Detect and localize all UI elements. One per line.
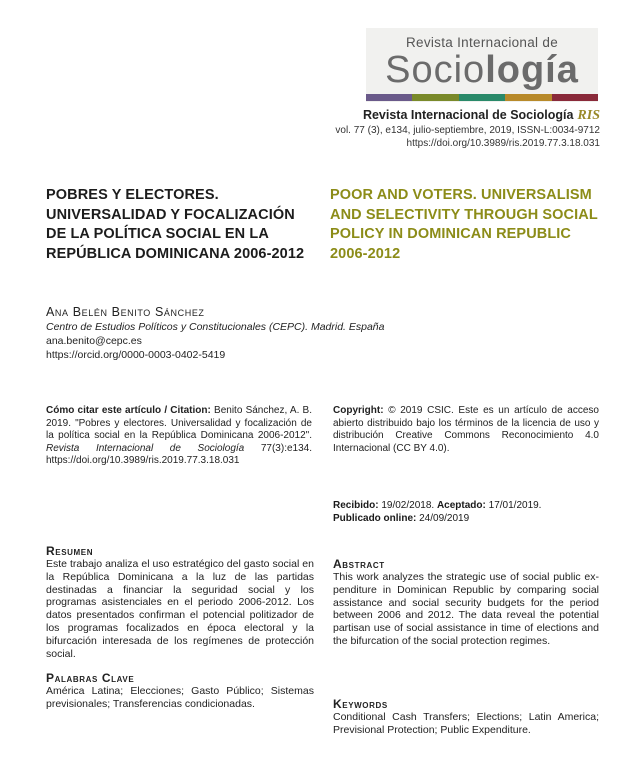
palabras-clave-text: América Latina; Elecciones; Gasto Público; Sistemas previsionales; Transferencias condicionadas. [46,685,314,710]
color-bar-segment [505,94,551,101]
accepted-date: 17/01/2019. [485,500,542,511]
abstract-heading: Abstract [333,557,385,571]
online-label: Publicado online: [333,512,417,524]
journal-logo [366,28,598,102]
volume-line: vol. 77 (3), e134, julio-septiembre, 2019, ISSN-L:0034-9712 [335,125,600,136]
resumen-heading: Resumen [46,544,94,558]
author-email[interactable]: ana.benito@cepc.es [46,335,142,347]
doi-link[interactable]: https://doi.org/10.3989/ris.2019.77.3.18.031 [406,138,600,149]
title-spanish: POBRES Y ELECTORES. UNIVERSALIDAD Y FOCALIZACIÓN DE LA POLÍTICA SOCIAL EN LA REPÚBLICA DOMINICANA 2006-2012 [46,187,305,262]
citation-block [46,405,312,468]
copyright-block [333,405,599,455]
keywords-text: Conditional Cash Transfers; Elections; Latin America; Previsional Protection; Public Expenditure. [333,711,599,736]
citation-text: Benito Sánchez, A. B. 2019. "Pobres y electores. Universalidad y focalización de la política social en la República Dominicana 2006-2012". [46,405,312,442]
resumen-text: Este trabajo analiza el uso estratégico del gasto social en la República Dominicana a la luz de las partidas destinadas a financiar la seguridad social y los programas asistenciales en el periodo 2006-2012. Los datos presentados confirman el potencial politizador de los programas focalizados en época electoral y la bifurcación interesada de los regímenes de protección social. [46,558,314,660]
logo-top-text: Revista Internacional de [405,35,559,50]
author-affiliation: Centro de Estudios Políticos y Constitucionales (CEPC). Madrid. España [46,321,385,333]
logo-wordmark [366,48,598,92]
keywords-heading: Keywords [333,697,388,711]
palabras-clave-heading: Palabras Clave [46,671,135,685]
color-bar-segment [412,94,458,101]
journal-name: Revista Internacional de Sociología [362,108,574,122]
color-bar-segment [459,94,505,101]
copyright-text: © 2019 CSIC. Este es un artículo de acceso abierto distribuido bajo los términos de la licencia de uso y distribución Creative Commons Reconocimiento 4.0 Internacional (CC BY 4.0). [333,405,599,454]
abstract-text: This work analyzes the strategic use of social public ex-penditure in Dominican Republic by comparing social assistance and social security budgets for the period between 2006 and 2012. The data reveal the potential partisan use of social assistance in time of elections and the bifurcation of the social protection regimes. [333,571,599,647]
color-bar-segment [366,94,412,101]
journal-name-line [363,108,600,124]
title-english: POOR AND VOTERS. UNIVERSALISM AND SELECTIVITY THROUGH SOCIAL POLICY IN DOMINICAN REPUBLIC 2006-2012 [330,187,598,262]
author-orcid[interactable]: https://orcid.org/0000-0003-0402-5419 [46,349,226,361]
logo-color-bar [366,94,598,101]
dates-block [333,500,603,526]
copyright-label: Copyright: [333,405,384,416]
citation-journal: Revista Internacional de Sociología [46,442,245,454]
citation-label: Cómo citar este artículo / Citation: [46,405,211,416]
logo-word-part1: Socio [385,49,486,91]
citation-text-end: 77(3):e134. https://doi.org/10.3989/ris.2019.77.3.18.031 [46,442,312,467]
dates-line-1 [333,500,603,513]
dates-line-2 [333,513,603,526]
author-name: Ana Belén Benito Sánchez [46,305,205,319]
logo-word-part2: logía [485,49,579,91]
color-bar-segment [552,94,598,101]
accepted-label: Aceptado: [436,500,486,511]
received-date: 19/02/2018. [378,500,437,511]
received-label: Recibido: [333,500,379,511]
ris-mark: RIS [577,108,600,123]
online-date: 24/09/2019 [416,512,470,524]
